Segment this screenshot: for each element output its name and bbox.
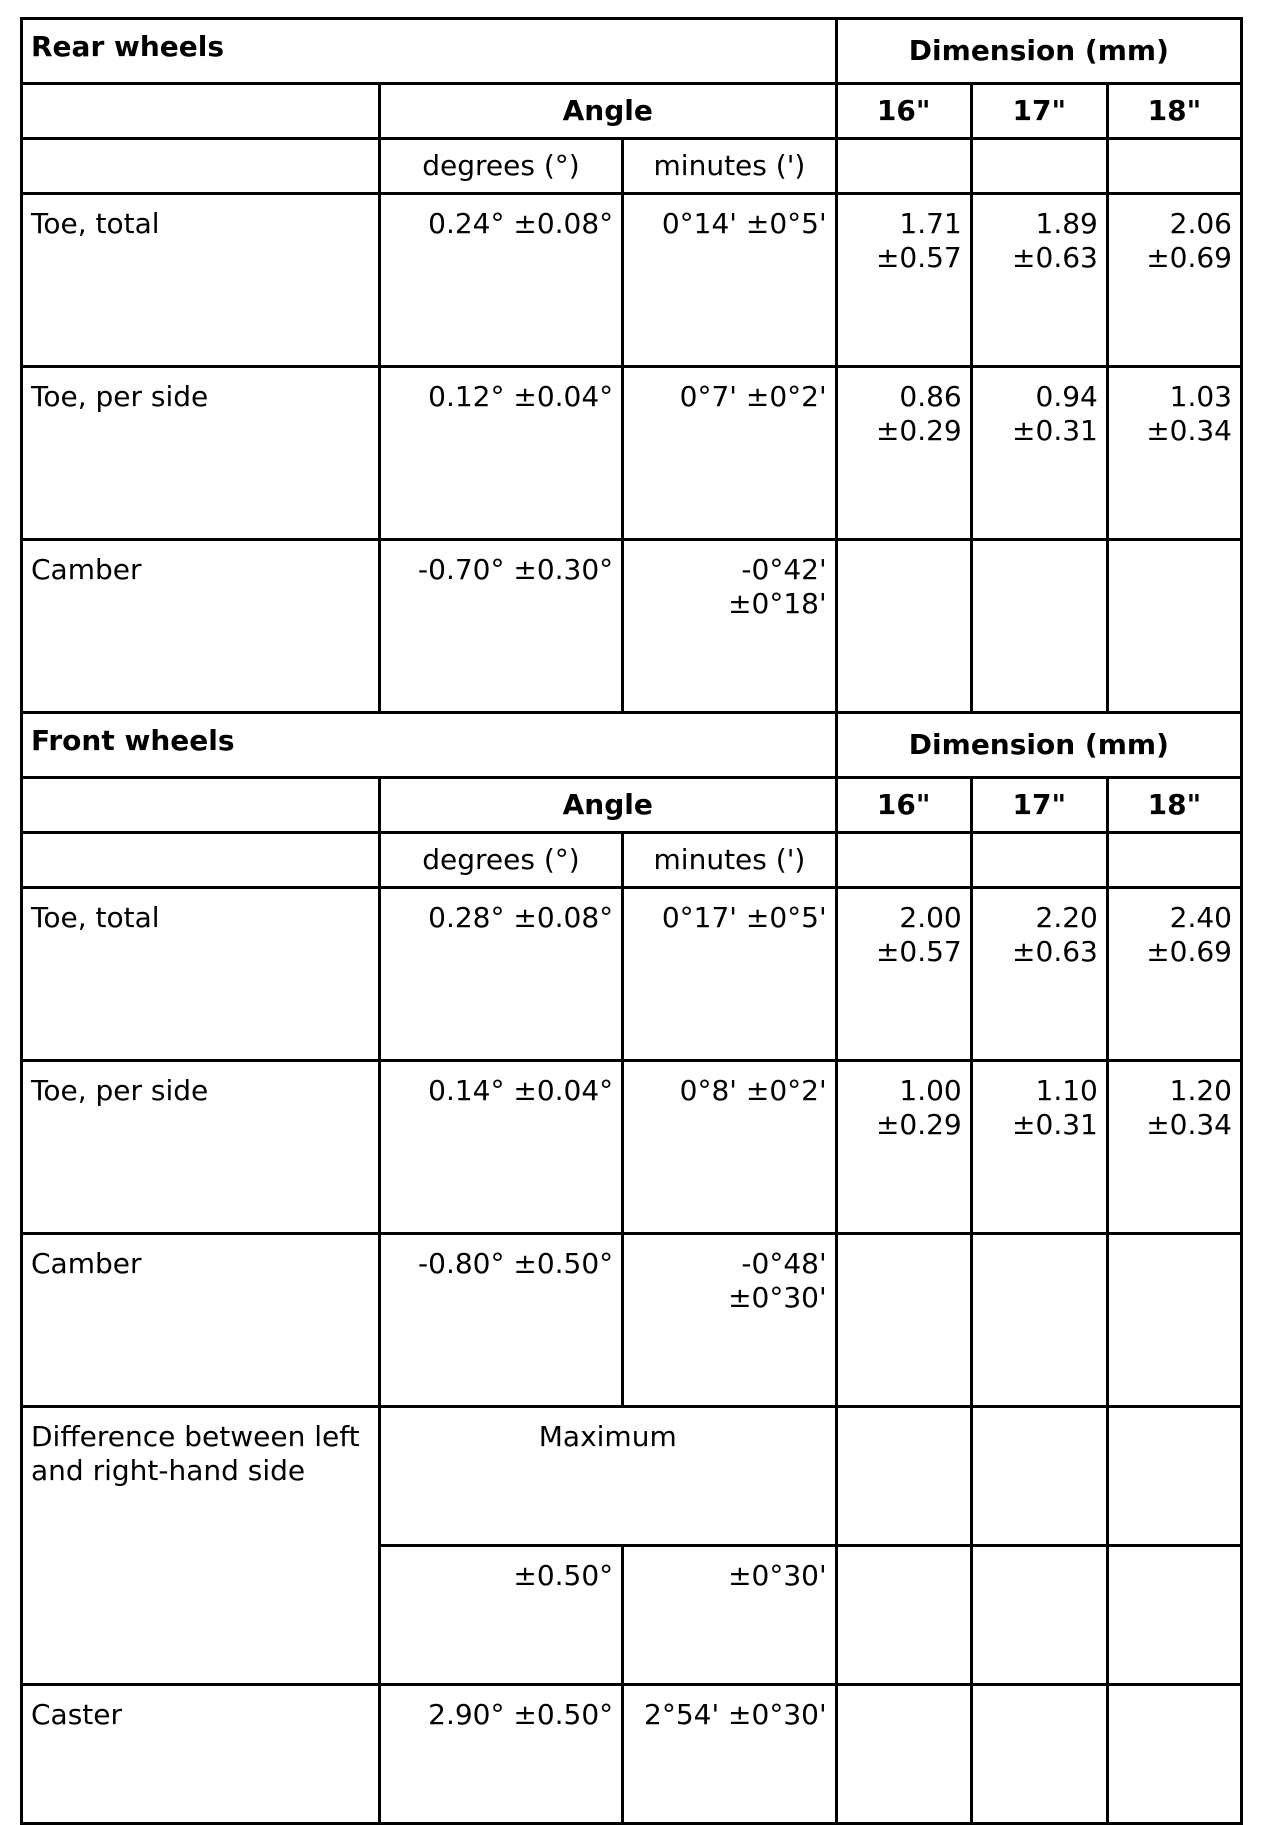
empty-cell: [836, 1546, 971, 1685]
empty-cell: [22, 833, 380, 888]
degrees-value: 0.24° ±0.08°: [379, 194, 622, 367]
dimension-18-value: [1107, 1061, 1241, 1234]
front-size-16-header: 16": [836, 778, 971, 833]
tolerance: ±0.69: [1146, 241, 1232, 274]
empty-cell: [836, 1685, 971, 1824]
dimension-18-value: [1107, 367, 1241, 540]
dimension-17-value: [971, 367, 1107, 540]
rear-angle-header: Angle: [379, 84, 836, 139]
empty-cell: [971, 1234, 1107, 1407]
value: 2.06: [1169, 207, 1232, 240]
minutes-value: ±0°30': [623, 1546, 836, 1685]
front-minutes-header: minutes ('): [623, 833, 836, 888]
dimension-17-value: [971, 888, 1107, 1061]
empty-cell: [971, 833, 1107, 888]
table-row: [22, 1234, 1242, 1407]
dimension-17-value: [971, 1061, 1107, 1234]
row-label: Toe, total: [22, 888, 380, 1061]
tolerance: ±0.31: [1012, 414, 1098, 447]
empty-cell: [971, 540, 1107, 713]
empty-cell: [1107, 1685, 1241, 1824]
rear-section-title: Rear wheels: [22, 19, 837, 84]
minutes-value: 0°8' ±0°2': [623, 1061, 836, 1234]
empty-cell: [1107, 1546, 1241, 1685]
table-row: [22, 1685, 1242, 1824]
tolerance: ±0.34: [1146, 1108, 1232, 1141]
value: 2.00: [899, 901, 962, 934]
difference-label: [22, 1407, 380, 1685]
value: 0.86: [899, 380, 962, 413]
front-dimension-header: Dimension (mm): [836, 713, 1241, 778]
empty-cell: [22, 84, 380, 139]
tolerance: ±0.31: [1012, 1108, 1098, 1141]
value: 1.10: [1035, 1074, 1098, 1107]
table-row: [22, 194, 1242, 367]
empty-cell: [971, 1407, 1107, 1546]
rear-minutes-header: minutes ('): [623, 139, 836, 194]
tolerance: ±0.63: [1012, 935, 1098, 968]
wheel-alignment-table: [20, 17, 1243, 1730]
dimension-16-value: [836, 194, 971, 367]
value: 0.94: [1035, 380, 1098, 413]
rear-size-18-header: 18": [1107, 84, 1241, 139]
row-label: Toe, total: [22, 194, 380, 367]
minutes-value: 0°14' ±0°5': [623, 194, 836, 367]
dimension-18-value: [1107, 888, 1241, 1061]
label-line: Difference between left: [31, 1420, 360, 1453]
minutes-value: [623, 540, 836, 713]
tolerance: ±0.69: [1146, 935, 1232, 968]
value: 1.71: [899, 207, 962, 240]
dimension-16-value: [836, 1061, 971, 1234]
degrees-value: 0.12° ±0.04°: [379, 367, 622, 540]
empty-cell: [971, 1546, 1107, 1685]
tolerance: ±0.57: [875, 935, 962, 968]
minutes-value: 2°54' ±0°30': [623, 1685, 836, 1824]
tolerance: ±0.34: [1146, 414, 1232, 447]
empty-cell: [1107, 1407, 1241, 1546]
empty-cell: [836, 833, 971, 888]
degrees-value: 0.28° ±0.08°: [379, 888, 622, 1061]
value: 2.20: [1035, 901, 1098, 934]
value: 2.40: [1169, 901, 1232, 934]
label-line: and right-hand side: [31, 1454, 306, 1487]
dimension-16-value: [836, 367, 971, 540]
row-label: Toe, per side: [22, 1061, 380, 1234]
rear-dimension-header: Dimension (mm): [836, 19, 1241, 84]
empty-cell: [971, 1685, 1107, 1824]
front-size-17-header: 17": [971, 778, 1107, 833]
empty-cell: [22, 139, 380, 194]
empty-cell: [1107, 139, 1241, 194]
dimension-18-value: [1107, 194, 1241, 367]
maximum-label: Maximum: [379, 1407, 836, 1546]
degrees-value: 0.14° ±0.04°: [379, 1061, 622, 1234]
tolerance: ±0.29: [875, 1108, 962, 1141]
minutes-value: 0°17' ±0°5': [623, 888, 836, 1061]
tolerance: ±0°30': [728, 1281, 827, 1314]
table-row: [22, 888, 1242, 1061]
tolerance: ±0.57: [875, 241, 962, 274]
row-label: Toe, per side: [22, 367, 380, 540]
empty-cell: [1107, 833, 1241, 888]
rear-size-17-header: 17": [971, 84, 1107, 139]
tolerance: ±0.29: [875, 414, 962, 447]
table-row: [22, 1061, 1242, 1234]
front-section-title: Front wheels: [22, 713, 837, 778]
rear-degrees-header: degrees (°): [379, 139, 622, 194]
value: 1.20: [1169, 1074, 1232, 1107]
empty-cell: [971, 139, 1107, 194]
minutes-value: [623, 1234, 836, 1407]
empty-cell: [22, 778, 380, 833]
front-degrees-header: degrees (°): [379, 833, 622, 888]
value: -0°42': [741, 553, 827, 586]
degrees-value: -0.70° ±0.30°: [379, 540, 622, 713]
degrees-value: ±0.50°: [379, 1546, 622, 1685]
tolerance: ±0.63: [1012, 241, 1098, 274]
empty-cell: [836, 540, 971, 713]
minutes-value: 0°7' ±0°2': [623, 367, 836, 540]
front-angle-header: Angle: [379, 778, 836, 833]
empty-cell: [836, 1407, 971, 1546]
row-label: Camber: [22, 1234, 380, 1407]
degrees-value: -0.80° ±0.50°: [379, 1234, 622, 1407]
row-label: Camber: [22, 540, 380, 713]
empty-cell: [1107, 540, 1241, 713]
dimension-17-value: [971, 194, 1107, 367]
table-row: [22, 367, 1242, 540]
table-row: [22, 540, 1242, 713]
empty-cell: [836, 139, 971, 194]
tolerance: ±0°18': [728, 587, 827, 620]
rear-size-16-header: 16": [836, 84, 971, 139]
value: 1.03: [1169, 380, 1232, 413]
row-label: Caster: [22, 1685, 380, 1824]
degrees-value: 2.90° ±0.50°: [379, 1685, 622, 1824]
value: -0°48': [741, 1247, 827, 1280]
front-size-18-header: 18": [1107, 778, 1241, 833]
table-row: [22, 1407, 1242, 1546]
empty-cell: [836, 1234, 971, 1407]
dimension-16-value: [836, 888, 971, 1061]
value: 1.00: [899, 1074, 962, 1107]
empty-cell: [1107, 1234, 1241, 1407]
value: 1.89: [1035, 207, 1098, 240]
